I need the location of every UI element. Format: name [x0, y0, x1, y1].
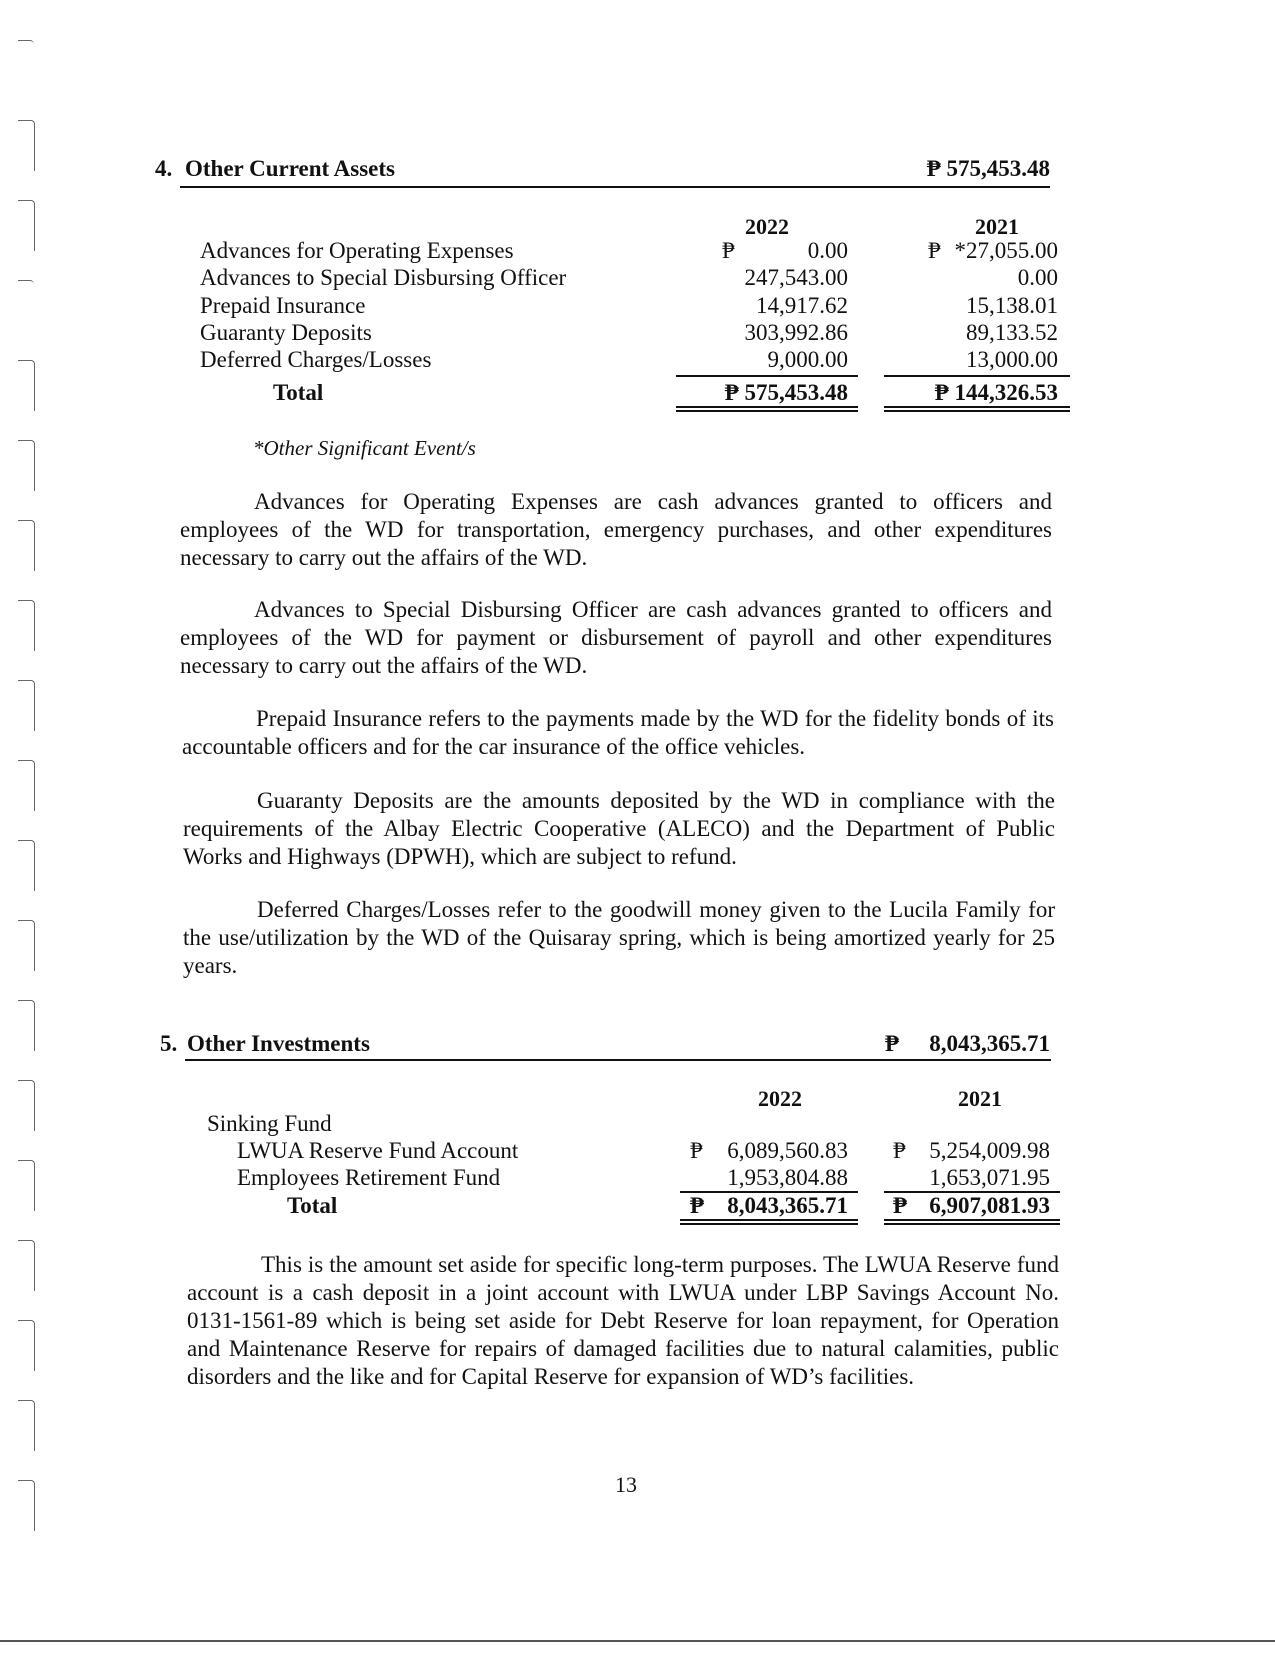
section-amount: ₱ 575,453.48	[926, 156, 1050, 181]
section-number: 5.	[160, 1031, 178, 1056]
value-2021: 5,254,009.98	[929, 1138, 1050, 1163]
currency-symbol: ₱	[885, 1031, 900, 1056]
paragraph: Advances to Special Disbursing Officer are cash advances granted to officers and employees of the WD for payment or disbursement of payroll and other expenditures necessary to carry out the affairs of the WD.	[180, 597, 1052, 678]
row-label: Guaranty Deposits	[200, 320, 372, 345]
total-2022: ₱ 575,453.48	[724, 380, 848, 405]
col-header-2022: 2022	[758, 1086, 802, 1111]
section-title: Other Investments	[187, 1031, 370, 1056]
section-number: 4.	[155, 156, 173, 181]
page-bottom-edge	[0, 1640, 1275, 1642]
total-2021: 6,907,081.93	[929, 1193, 1050, 1218]
value-2021: 89,133.52	[966, 320, 1058, 345]
subtotal-line-2022	[676, 375, 858, 377]
significant-events-note: *Other Significant Event/s	[253, 436, 476, 460]
paragraph: Guaranty Deposits are the amounts deposited by the WD in compliance with the requirements of the Albay Electric Cooperative (ALECO) and the Department of Public Works and Highways (DPWH), which are subject to refund.	[183, 788, 1055, 869]
row-label: Advances to Special Disbursing Officer	[200, 265, 567, 290]
paragraph: Deferred Charges/Losses refer to the goodwill money given to the Lucila Family for the use/utilization by the WD of the Quisaray spring, which is being amortized yearly for 25 years.	[183, 897, 1055, 978]
value-2022: 303,992.86	[744, 320, 848, 345]
value-2021: 1,653,071.95	[929, 1165, 1050, 1190]
double-underline-2022	[676, 410, 858, 412]
value-2022: 247,543.00	[744, 265, 848, 290]
col-header-2021: 2021	[958, 1086, 1002, 1111]
row-label: Employees Retirement Fund	[237, 1165, 501, 1190]
section-underline	[185, 1059, 1051, 1061]
value-2022: 1,953,804.88	[727, 1165, 848, 1190]
value-2022: 0.00	[807, 238, 848, 263]
currency-symbol: ₱	[928, 238, 941, 263]
group-label: Sinking Fund	[207, 1111, 332, 1136]
currency-symbol: ₱	[690, 1193, 705, 1218]
currency-symbol: ₱	[893, 1193, 908, 1218]
row-label: Deferred Charges/Losses	[200, 347, 432, 372]
double-underline-2021	[884, 406, 1070, 408]
double-underline-2021	[884, 1223, 1060, 1225]
paragraph: Advances for Operating Expenses are cash advances granted to officers and employees of the WD for transportation, emergency purchases, and other expenditures necessary to carry out the affairs of the WD.	[180, 489, 1052, 570]
section-amount: 8,043,365.71	[929, 1031, 1050, 1056]
currency-symbol: ₱	[690, 1138, 703, 1163]
paragraph: This is the amount set aside for specific long-term purposes. The LWUA Reserve fund account is a cash deposit in a joint account with LWUA under LBP Savings Account No. 0131-1561-89 which is being set aside for Debt Reserve for loan repayment, for Operation and Maintenance Reserve for repairs of damaged facilities due to natural calamities, public disorders and the like and for Capital Reserve for expansion of WD’s facilities.	[187, 1252, 1059, 1389]
col-header-2022: 2022	[745, 214, 789, 239]
value-2021: 0.00	[1017, 265, 1058, 290]
double-underline-2022	[676, 406, 858, 408]
section-underline	[180, 186, 1050, 188]
value-2022: 9,000.00	[767, 347, 848, 372]
row-label: LWUA Reserve Fund Account	[237, 1138, 519, 1163]
value-2021: *27,055.00	[954, 238, 1058, 263]
page-number: 13	[615, 1472, 637, 1497]
col-header-2021: 2021	[975, 214, 1019, 239]
value-2021: 13,000.00	[966, 347, 1058, 372]
total-label: Total	[287, 1193, 338, 1218]
total-2022: 8,043,365.71	[727, 1193, 848, 1218]
currency-symbol: ₱	[893, 1138, 906, 1163]
value-2022: 14,917.62	[756, 293, 848, 318]
total-2021: ₱ 144,326.53	[934, 380, 1058, 405]
currency-symbol: ₱	[722, 238, 735, 263]
total-label: Total	[273, 380, 324, 405]
row-label: Prepaid Insurance	[200, 293, 366, 318]
double-underline-2021	[884, 410, 1070, 412]
section-title: Other Current Assets	[185, 156, 395, 181]
double-underline-2021	[884, 1219, 1060, 1221]
row-label: Advances for Operating Expenses	[200, 238, 514, 263]
subtotal-line-2021	[884, 375, 1070, 377]
value-2021: 15,138.01	[966, 293, 1058, 318]
paragraph: Prepaid Insurance refers to the payments made by the WD for the fidelity bonds of its accountable officers and for the car insurance of the office vehicles.	[182, 706, 1054, 759]
value-2022: 6,089,560.83	[727, 1138, 848, 1163]
double-underline-2022	[680, 1223, 858, 1225]
double-underline-2022	[680, 1219, 858, 1221]
